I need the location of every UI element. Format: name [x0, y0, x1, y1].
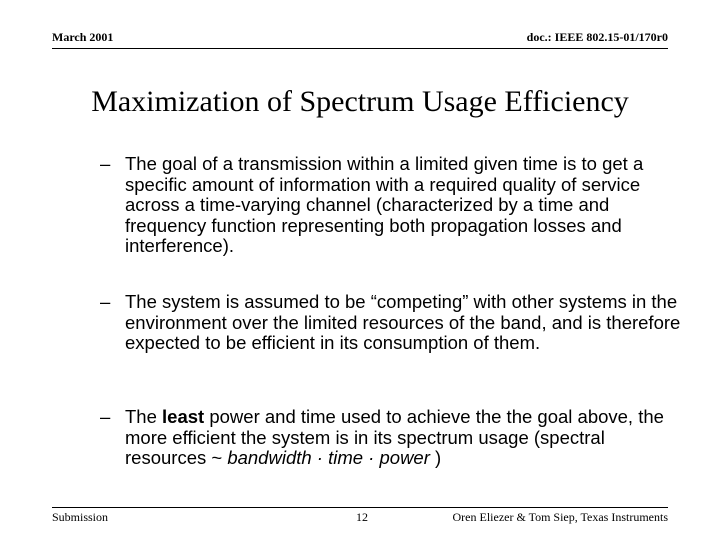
footer-page-number: 12 [356, 510, 368, 524]
bullet-text-post: ) [429, 447, 442, 468]
bullet-text-italic: bandwidth · time · power [227, 447, 430, 468]
slide-title: Maximization of Spectrum Usage Efficiency [91, 85, 629, 118]
footer-author: Oren Eliezer & Tom Siep, Texas Instruments [452, 510, 668, 524]
bullet-competing [100, 292, 690, 354]
footer-submission: Submission [52, 510, 109, 524]
bullet-dash: – [100, 291, 111, 312]
footer-rule [52, 507, 668, 508]
bullet-efficiency [100, 407, 690, 469]
bullet-text: The goal of a transmission within a limited given time is to get a specific amount of information with a required quality of service across a time-varying channel (characterized by a time and frequency function representing both propagation losses and interference). [125, 153, 644, 256]
header-doc-id: doc.: IEEE 802.15-01/170r0 [526, 30, 668, 44]
bullet-text: The system is assumed to be “competing” with other systems in the environment over the limited resources of the band, and is therefore expected to be efficient in its consumption of them. [125, 291, 681, 353]
bullet-dash: – [100, 153, 111, 174]
bullet-text [125, 407, 690, 469]
bullet-text-pre: The [125, 406, 163, 427]
header-rule [52, 48, 668, 49]
bullet-dash: – [100, 406, 111, 427]
bullet-text-bold: least [162, 406, 205, 427]
header-date: March 2001 [52, 30, 114, 44]
bullet-text-mid: power and time used to achieve the the goal above, the more efficient the system is in its spectrum usage (spectral resources ~ [125, 406, 664, 468]
bullet-goal [100, 154, 690, 257]
